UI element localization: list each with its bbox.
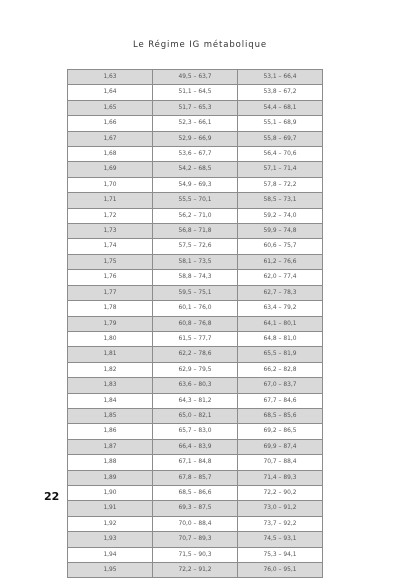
weight-range-cell: 61,5 – 77,7 <box>153 331 238 346</box>
height-cell: 1,82 <box>68 362 153 377</box>
table-row <box>68 193 323 208</box>
weight-range-cell: 53,6 – 67,7 <box>153 147 238 162</box>
weight-range-cell: 63,4 – 79,2 <box>238 301 323 316</box>
table-row <box>68 70 323 85</box>
table-row <box>68 470 323 485</box>
table-row <box>68 208 323 223</box>
weight-range-cell: 52,9 – 66,9 <box>153 131 238 146</box>
weight-range-cell: 67,8 – 85,7 <box>153 470 238 485</box>
weight-range-cell: 62,0 – 77,4 <box>238 270 323 285</box>
height-cell: 1,79 <box>68 316 153 331</box>
table-row <box>68 563 323 578</box>
table-row <box>68 455 323 470</box>
weight-range-cell: 69,3 – 87,5 <box>153 501 238 516</box>
height-cell: 1,76 <box>68 270 153 285</box>
height-cell: 1,63 <box>68 70 153 85</box>
table-row <box>68 224 323 239</box>
weight-range-cell: 66,4 – 83,9 <box>153 439 238 454</box>
weight-range-cell: 74,5 – 93,1 <box>238 532 323 547</box>
weight-range-cell: 64,3 – 81,2 <box>153 393 238 408</box>
height-cell: 1,83 <box>68 378 153 393</box>
weight-range-cell: 64,8 – 81,0 <box>238 331 323 346</box>
height-cell: 1,74 <box>68 239 153 254</box>
height-cell: 1,88 <box>68 455 153 470</box>
data-table <box>67 69 323 578</box>
height-cell: 1,80 <box>68 331 153 346</box>
weight-range-cell: 73,0 – 91,2 <box>238 501 323 516</box>
height-cell: 1,90 <box>68 485 153 500</box>
height-cell: 1,84 <box>68 393 153 408</box>
table-row <box>68 362 323 377</box>
table-row <box>68 393 323 408</box>
weight-range-cell: 70,7 – 88,4 <box>238 455 323 470</box>
table-body <box>68 70 323 578</box>
height-cell: 1,86 <box>68 424 153 439</box>
weight-range-cell: 75,3 – 94,1 <box>238 547 323 562</box>
table-row <box>68 285 323 300</box>
table-row <box>68 347 323 362</box>
weight-range-cell: 52,3 – 66,1 <box>153 116 238 131</box>
weight-range-cell: 60,1 – 76,0 <box>153 301 238 316</box>
height-cell: 1,71 <box>68 193 153 208</box>
weight-range-cell: 55,8 – 69,7 <box>238 131 323 146</box>
table-row <box>68 485 323 500</box>
height-cell: 1,70 <box>68 177 153 192</box>
weight-range-cell: 70,0 – 88,4 <box>153 516 238 531</box>
table-row <box>68 501 323 516</box>
weight-range-cell: 69,2 – 86,5 <box>238 424 323 439</box>
weight-range-cell: 76,0 – 95,1 <box>238 563 323 578</box>
weight-range-cell: 66,2 – 82,8 <box>238 362 323 377</box>
weight-range-cell: 63,6 – 80,3 <box>153 378 238 393</box>
weight-range-cell: 57,5 – 72,6 <box>153 239 238 254</box>
height-cell: 1,94 <box>68 547 153 562</box>
height-cell: 1,65 <box>68 100 153 115</box>
weight-range-cell: 61,2 – 76,6 <box>238 254 323 269</box>
table-row <box>68 270 323 285</box>
data-table-container <box>67 69 322 578</box>
weight-range-cell: 67,7 – 84,6 <box>238 393 323 408</box>
running-header: Le Régime IG métabolique <box>132 40 268 50</box>
height-cell: 1,68 <box>68 147 153 162</box>
table-row <box>68 316 323 331</box>
weight-range-cell: 68,5 – 85,6 <box>238 408 323 423</box>
page-number: 22 <box>44 490 60 503</box>
table-row <box>68 408 323 423</box>
weight-range-cell: 60,8 – 76,8 <box>153 316 238 331</box>
height-cell: 1,73 <box>68 224 153 239</box>
weight-range-cell: 54,2 – 68,5 <box>153 162 238 177</box>
height-cell: 1,66 <box>68 116 153 131</box>
weight-range-cell: 49,5 – 63,7 <box>153 70 238 85</box>
weight-range-cell: 67,0 – 83,7 <box>238 378 323 393</box>
weight-range-cell: 53,1 – 66,4 <box>238 70 323 85</box>
weight-range-cell: 64,1 – 80,1 <box>238 316 323 331</box>
weight-range-cell: 55,5 – 70,1 <box>153 193 238 208</box>
table-row <box>68 116 323 131</box>
weight-range-cell: 65,7 – 83,0 <box>153 424 238 439</box>
weight-range-cell: 60,6 – 75,7 <box>238 239 323 254</box>
table-row <box>68 100 323 115</box>
table-row <box>68 331 323 346</box>
weight-range-cell: 51,1 – 64,5 <box>153 85 238 100</box>
height-cell: 1,72 <box>68 208 153 223</box>
height-cell: 1,87 <box>68 439 153 454</box>
height-cell: 1,69 <box>68 162 153 177</box>
height-cell: 1,95 <box>68 563 153 578</box>
height-cell: 1,85 <box>68 408 153 423</box>
weight-range-cell: 59,5 – 75,1 <box>153 285 238 300</box>
table-row <box>68 147 323 162</box>
weight-range-cell: 58,5 – 73,1 <box>238 193 323 208</box>
weight-range-cell: 73,7 – 92,2 <box>238 516 323 531</box>
table-row <box>68 532 323 547</box>
weight-range-cell: 59,9 – 74,8 <box>238 224 323 239</box>
weight-range-cell: 65,0 – 82,1 <box>153 408 238 423</box>
height-cell: 1,91 <box>68 501 153 516</box>
table-row <box>68 547 323 562</box>
weight-range-cell: 57,8 – 72,2 <box>238 177 323 192</box>
weight-range-cell: 56,4 – 70,6 <box>238 147 323 162</box>
weight-range-cell: 58,8 – 74,3 <box>153 270 238 285</box>
weight-range-cell: 72,2 – 90,2 <box>238 485 323 500</box>
table-row <box>68 516 323 531</box>
weight-range-cell: 69,9 – 87,4 <box>238 439 323 454</box>
weight-range-cell: 62,9 – 79,5 <box>153 362 238 377</box>
table-row <box>68 239 323 254</box>
weight-range-cell: 51,7 – 65,3 <box>153 100 238 115</box>
weight-range-cell: 62,2 – 78,6 <box>153 347 238 362</box>
table-row <box>68 131 323 146</box>
height-cell: 1,89 <box>68 470 153 485</box>
table-row <box>68 177 323 192</box>
weight-range-cell: 56,2 – 71,0 <box>153 208 238 223</box>
table-row <box>68 439 323 454</box>
height-cell: 1,67 <box>68 131 153 146</box>
table-row <box>68 301 323 316</box>
weight-range-cell: 71,4 – 89,3 <box>238 470 323 485</box>
weight-range-cell: 68,5 – 86,6 <box>153 485 238 500</box>
weight-range-cell: 57,1 – 71,4 <box>238 162 323 177</box>
weight-range-cell: 53,8 – 67,2 <box>238 85 323 100</box>
height-cell: 1,92 <box>68 516 153 531</box>
weight-range-cell: 65,5 – 81,9 <box>238 347 323 362</box>
weight-range-cell: 70,7 – 89,3 <box>153 532 238 547</box>
table-row <box>68 424 323 439</box>
weight-range-cell: 54,4 – 68,1 <box>238 100 323 115</box>
weight-range-cell: 67,1 – 84,8 <box>153 455 238 470</box>
height-cell: 1,93 <box>68 532 153 547</box>
table-row <box>68 378 323 393</box>
table-row <box>68 85 323 100</box>
table-row <box>68 162 323 177</box>
weight-range-cell: 62,7 – 78,3 <box>238 285 323 300</box>
weight-range-cell: 54,9 – 69,3 <box>153 177 238 192</box>
weight-range-cell: 59,2 – 74,0 <box>238 208 323 223</box>
weight-range-cell: 71,5 – 90,3 <box>153 547 238 562</box>
height-cell: 1,81 <box>68 347 153 362</box>
height-cell: 1,75 <box>68 254 153 269</box>
weight-range-cell: 58,1 – 73,5 <box>153 254 238 269</box>
weight-range-cell: 56,8 – 71,8 <box>153 224 238 239</box>
weight-range-cell: 55,1 – 68,9 <box>238 116 323 131</box>
weight-range-cell: 72,2 – 91,2 <box>153 563 238 578</box>
height-cell: 1,78 <box>68 301 153 316</box>
height-cell: 1,77 <box>68 285 153 300</box>
height-cell: 1,64 <box>68 85 153 100</box>
table-row <box>68 254 323 269</box>
